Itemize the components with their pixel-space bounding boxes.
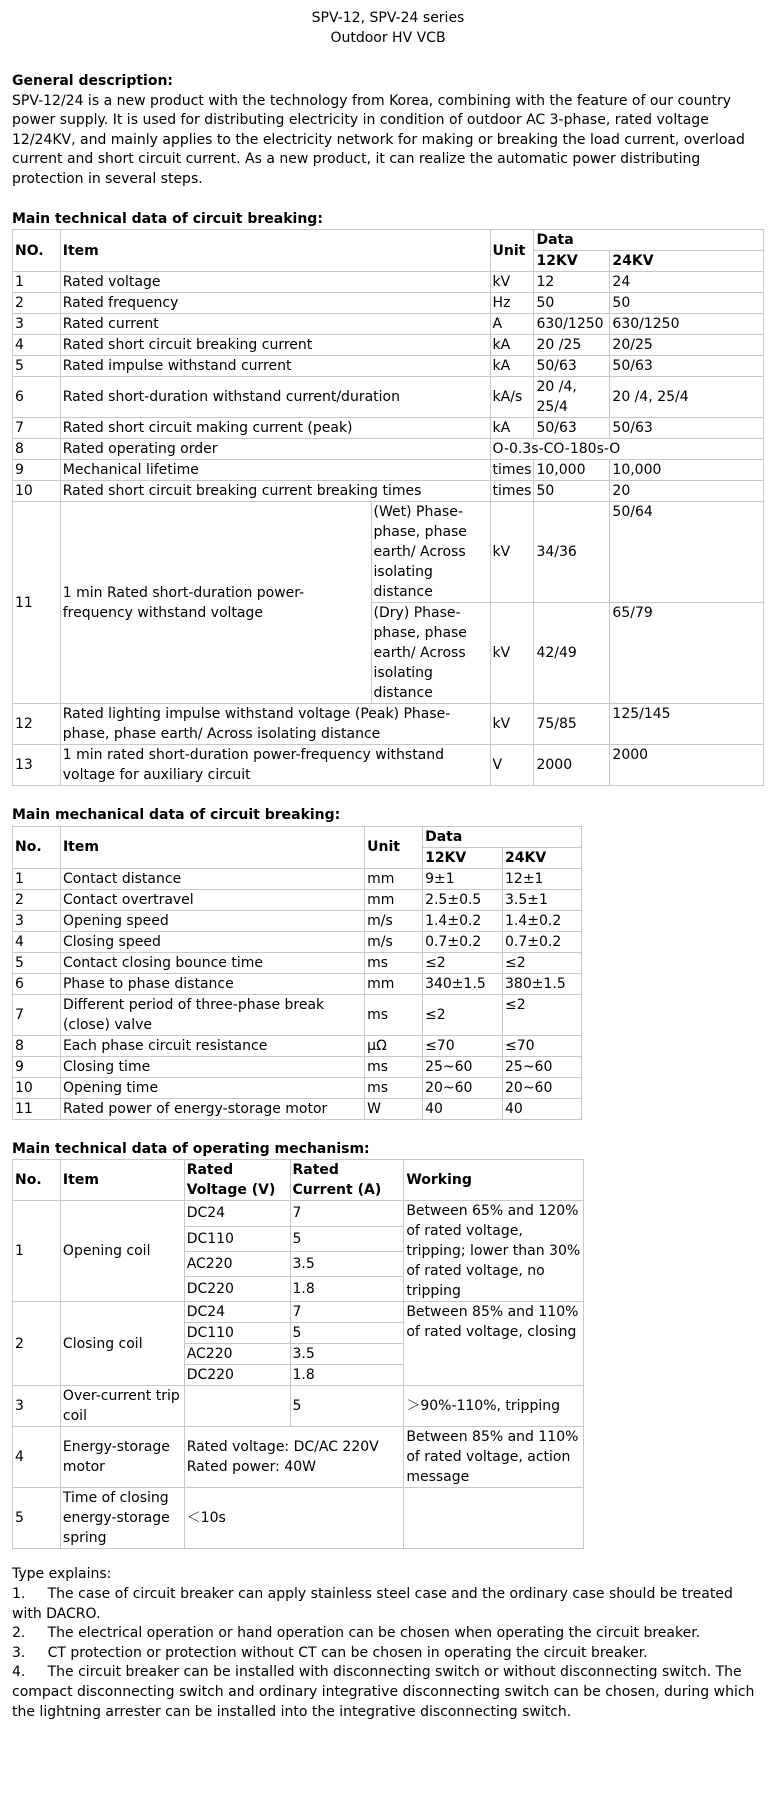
table-row — [13, 502, 764, 603]
cell-voltage — [184, 1386, 290, 1427]
cell-current: 5 — [290, 1386, 404, 1427]
cell-item: Contact overtravel — [60, 889, 364, 910]
cell-unit: kV — [490, 603, 534, 704]
cell-item: Rated current — [60, 314, 490, 335]
cell-12kv: 50/63 — [534, 356, 610, 377]
cell-item: Rated short circuit breaking current — [60, 335, 490, 356]
cell-no: 10 — [13, 1077, 61, 1098]
cell-unit: Hz — [490, 293, 534, 314]
cell-24kv: 0.7±0.2 — [503, 931, 582, 952]
cell-12kv: 20~60 — [423, 1077, 503, 1098]
note-item — [12, 1644, 764, 1664]
cell-item: Mechanical lifetime — [60, 460, 490, 481]
cell-12kv: 12 — [534, 272, 610, 293]
mechanical-data-table — [12, 826, 582, 1120]
operating-mechanism-table — [12, 1159, 584, 1549]
cell-unit: kA — [490, 356, 534, 377]
header-no: NO. — [13, 230, 61, 272]
table-row — [13, 973, 582, 994]
cell-no: 8 — [13, 1035, 61, 1056]
cell-item: Rated voltage — [60, 272, 490, 293]
cell-12kv: 2.5±0.5 — [423, 889, 503, 910]
table-row — [13, 994, 582, 1035]
cell-12kv: 50 — [534, 293, 610, 314]
table-row — [13, 868, 582, 889]
table-row — [13, 439, 764, 460]
note-number: 3. — [12, 1644, 26, 1661]
cell-no: 1 — [13, 1201, 61, 1302]
table-row — [13, 481, 764, 502]
cell-item: Opening time — [60, 1077, 364, 1098]
cell-24kv: 1.4±0.2 — [503, 910, 582, 931]
cell-voltage: DC220 — [184, 1277, 290, 1302]
cell-12kv: 40 — [423, 1098, 503, 1119]
header-no: No. — [13, 826, 61, 868]
cell-voltage: DC110 — [184, 1226, 290, 1251]
cell-24kv: 630/1250 — [610, 314, 764, 335]
document-title — [12, 8, 764, 48]
cell-unit: W — [365, 1098, 423, 1119]
cell-voltage: DC24 — [184, 1201, 290, 1226]
cell-unit: kV — [490, 502, 534, 603]
cell-12kv: 10,000 — [534, 460, 610, 481]
header-no: No. — [13, 1160, 61, 1201]
cell-working: Between 85% and 110% of rated voltage, closing — [404, 1302, 584, 1386]
cell-current: 7 — [290, 1302, 404, 1323]
table-row — [13, 377, 764, 418]
cell-voltage: DC24 — [184, 1302, 290, 1323]
cell-unit: times — [490, 481, 534, 502]
cell-voltage: AC220 — [184, 1344, 290, 1365]
table-row — [13, 335, 764, 356]
cell-unit: m/s — [365, 910, 423, 931]
cell-12kv: 50/63 — [534, 418, 610, 439]
table-row — [13, 931, 582, 952]
cell-12kv: 2000 — [534, 745, 610, 786]
cell-no: 7 — [13, 994, 61, 1035]
cell-12kv: ≤2 — [423, 952, 503, 973]
cell-no: 5 — [13, 1488, 61, 1549]
cell-24kv: 50 — [610, 293, 764, 314]
header-24kv: 24KV — [503, 847, 582, 868]
cell-voltage: AC220 — [184, 1251, 290, 1276]
cell-no: 13 — [13, 745, 61, 786]
cell-12kv: ≤2 — [423, 994, 503, 1035]
cell-item: Rated short circuit making current (peak) — [60, 418, 490, 439]
cell-no: 4 — [13, 931, 61, 952]
cell-24kv: 3.5±1 — [503, 889, 582, 910]
table-row — [13, 356, 764, 377]
header-rated-voltage: Rated Voltage (V) — [184, 1160, 290, 1201]
cell-item: Rated power of energy-storage motor — [60, 1098, 364, 1119]
table-row — [13, 460, 764, 481]
header-24kv: 24KV — [610, 251, 764, 272]
cell-item: Opening coil — [60, 1201, 184, 1302]
cell-24kv: 25~60 — [503, 1056, 582, 1077]
cell-no: 5 — [13, 356, 61, 377]
cell-12kv: 34/36 — [534, 502, 610, 603]
cell-unit: kA — [490, 418, 534, 439]
type-explains — [12, 1565, 764, 1722]
cell-24kv: ≤70 — [503, 1035, 582, 1056]
cell-24kv: 20 — [610, 481, 764, 502]
table-row — [13, 952, 582, 973]
cell-spring-time: ＜10s — [184, 1488, 404, 1549]
cell-unit: A — [490, 314, 534, 335]
cell-24kv: 12±1 — [503, 868, 582, 889]
cell-unit: μΩ — [365, 1035, 423, 1056]
header-data: Data — [534, 230, 764, 251]
cell-item: Contact distance — [60, 868, 364, 889]
table-row — [13, 1201, 584, 1226]
table2-heading: Main mechanical data of circuit breaking: — [12, 807, 341, 824]
cell-item: Rated frequency — [60, 293, 490, 314]
cell-unit: kA/s — [490, 377, 534, 418]
cell-item: Time of closing energy-storage spring — [60, 1488, 184, 1549]
cell-item: Contact closing bounce time — [60, 952, 364, 973]
header-item: Item — [60, 230, 490, 272]
cell-12kv: 340±1.5 — [423, 973, 503, 994]
cell-wet-label: (Wet) Phase-phase, phase earth/ Across isolating distance — [371, 502, 490, 603]
cell-no: 4 — [13, 335, 61, 356]
cell-working: Between 85% and 110% of rated voltage, action message — [404, 1427, 584, 1488]
note-number: 4. — [12, 1664, 26, 1681]
header-working: Working — [404, 1160, 584, 1201]
cell-unit: mm — [365, 973, 423, 994]
motor-rated-voltage: Rated voltage: DC/AC 220V — [186, 1439, 379, 1456]
cell-24kv: 20 /4, 25/4 — [610, 377, 764, 418]
cell-unit: ms — [365, 1077, 423, 1098]
general-description: SPV-12/24 is a new product with the technology from Korea, combining with the feature of our country power supply. It is used for distributing electricity in condition of outdoor AC 3-phase, rated voltage 12/24KV, and mainly applies to the electricity network for making or breaking the load current, overload current and short circuit current. As a new product, it can realize the automatic power distributing protection in several steps. — [12, 92, 745, 187]
cell-item: Rated operating order — [60, 439, 490, 460]
cell-unit: kV — [490, 704, 534, 745]
cell-24kv: 50/63 — [610, 418, 764, 439]
cell-dry-label: (Dry) Phase-phase, phase earth/ Across isolating distance — [371, 603, 490, 704]
cell-12kv: 42/49 — [534, 603, 610, 704]
cell-24kv: ≤2 — [503, 994, 582, 1035]
table1-heading: Main technical data of circuit breaking: — [12, 210, 323, 227]
cell-motor-spec — [184, 1427, 404, 1488]
header-rated-current: Rated Current (A) — [290, 1160, 404, 1201]
cell-no: 10 — [13, 481, 61, 502]
table-row — [13, 1302, 584, 1323]
cell-unit: m/s — [365, 931, 423, 952]
cell-item: 1 min Rated short-duration power-frequency withstand voltage — [60, 502, 371, 704]
cell-merged-value: O-0.3s-CO-180s-O — [490, 439, 763, 460]
cell-24kv: 10,000 — [610, 460, 764, 481]
table-row — [13, 889, 582, 910]
cell-item: Different period of three-phase break (close) valve — [60, 994, 364, 1035]
header-item: Item — [60, 826, 364, 868]
general-heading: General description: — [12, 73, 174, 89]
cell-no: 8 — [13, 439, 61, 460]
cell-working: ＞90%-110%, tripping — [404, 1386, 584, 1427]
cell-current: 5 — [290, 1226, 404, 1251]
header-data: Data — [423, 826, 582, 847]
cell-no: 3 — [13, 314, 61, 335]
cell-unit: ms — [365, 1056, 423, 1077]
cell-voltage: DC110 — [184, 1323, 290, 1344]
cell-12kv: 0.7±0.2 — [423, 931, 503, 952]
document — [12, 8, 764, 1722]
note-item — [12, 1624, 764, 1644]
cell-no: 3 — [13, 1386, 61, 1427]
table-row — [13, 1035, 582, 1056]
cell-item: Rated impulse withstand current — [60, 356, 490, 377]
cell-12kv: 1.4±0.2 — [423, 910, 503, 931]
cell-24kv: ≤2 — [503, 952, 582, 973]
cell-no: 1 — [13, 868, 61, 889]
cell-unit: mm — [365, 889, 423, 910]
cell-voltage: DC220 — [184, 1365, 290, 1386]
cell-12kv: 75/85 — [534, 704, 610, 745]
header-12kv: 12KV — [423, 847, 503, 868]
cell-no: 2 — [13, 889, 61, 910]
table3-heading: Main technical data of operating mechanism: — [12, 1140, 370, 1157]
table-row — [13, 272, 764, 293]
cell-24kv: 24 — [610, 272, 764, 293]
motor-rated-power: Rated power: 40W — [186, 1459, 316, 1476]
cell-current: 3.5 — [290, 1251, 404, 1276]
cell-12kv: 20 /25 — [534, 335, 610, 356]
cell-no: 12 — [13, 704, 61, 745]
cell-item: Over-current trip coil — [60, 1386, 184, 1427]
note-item — [12, 1585, 764, 1624]
table-header-row — [13, 1160, 584, 1201]
cell-unit: ms — [365, 952, 423, 973]
cell-no: 6 — [13, 377, 61, 418]
cell-unit: V — [490, 745, 534, 786]
notes-title: Type explains: — [12, 1566, 112, 1583]
cell-24kv: 50/64 — [610, 502, 764, 603]
cell-no: 2 — [13, 293, 61, 314]
table-row — [13, 418, 764, 439]
cell-item: Opening speed — [60, 910, 364, 931]
cell-unit: kV — [490, 272, 534, 293]
cell-item: 1 min rated short-duration power-frequency withstand voltage for auxiliary circuit — [60, 745, 490, 786]
header-unit: Unit — [365, 826, 423, 868]
note-text: The circuit breaker can be installed with disconnecting switch or without disconnecting switch. The compact disconnecting switch and ordinary integrative disconnecting switch can be chosen, during which the lightning arrester can be installed into the integrative disconnecting switch. — [12, 1664, 755, 1720]
note-item — [12, 1663, 764, 1722]
header-item: Item — [60, 1160, 184, 1201]
cell-24kv: 2000 — [610, 745, 764, 786]
cell-no: 4 — [13, 1427, 61, 1488]
cell-no: 7 — [13, 418, 61, 439]
table-row — [13, 293, 764, 314]
cell-no: 11 — [13, 1098, 61, 1119]
table-row — [13, 314, 764, 335]
cell-12kv: 20 /4, 25/4 — [534, 377, 610, 418]
cell-no: 11 — [13, 502, 61, 704]
cell-item: Energy-storage motor — [60, 1427, 184, 1488]
table-row — [13, 1098, 582, 1119]
table-header-row — [13, 826, 582, 847]
cell-unit: ms — [365, 994, 423, 1035]
cell-24kv: 50/63 — [610, 356, 764, 377]
circuit-breaking-table — [12, 229, 764, 786]
cell-item: Rated short circuit breaking current breaking times — [60, 481, 490, 502]
cell-12kv: 630/1250 — [534, 314, 610, 335]
table-row — [13, 745, 764, 786]
cell-working — [404, 1488, 584, 1549]
cell-no: 6 — [13, 973, 61, 994]
cell-unit: mm — [365, 868, 423, 889]
cell-no: 3 — [13, 910, 61, 931]
cell-working: Between 65% and 120% of rated voltage, tripping; lower than 30% of rated voltage, no tripping — [404, 1201, 584, 1302]
table-row — [13, 1056, 582, 1077]
cell-item: Phase to phase distance — [60, 973, 364, 994]
cell-24kv: 20/25 — [610, 335, 764, 356]
cell-unit: kA — [490, 335, 534, 356]
cell-current: 1.8 — [290, 1365, 404, 1386]
table-row — [13, 1386, 584, 1427]
cell-item: Rated short-duration withstand current/duration — [60, 377, 490, 418]
cell-24kv: 125/145 — [610, 704, 764, 745]
note-text: CT protection or protection without CT can be chosen in operating the circuit breaker. — [47, 1644, 648, 1661]
cell-no: 5 — [13, 952, 61, 973]
cell-24kv: 20~60 — [503, 1077, 582, 1098]
note-text: The case of circuit breaker can apply stainless steel case and the ordinary case should be treated with DACRO. — [12, 1585, 733, 1622]
note-number: 1. — [12, 1585, 26, 1602]
header-12kv: 12KV — [534, 251, 610, 272]
cell-no: 9 — [13, 460, 61, 481]
cell-current: 3.5 — [290, 1344, 404, 1365]
cell-24kv: 40 — [503, 1098, 582, 1119]
header-unit: Unit — [490, 230, 534, 272]
table-row — [13, 910, 582, 931]
table-row — [13, 1077, 582, 1098]
title-line-2: Outdoor HV VCB — [330, 30, 446, 46]
cell-unit: times — [490, 460, 534, 481]
note-text: The electrical operation or hand operation can be chosen when operating the circuit breaker. — [47, 1625, 701, 1642]
table-row — [13, 704, 764, 745]
cell-12kv: 9±1 — [423, 868, 503, 889]
cell-12kv: 50 — [534, 481, 610, 502]
cell-item: Each phase circuit resistance — [60, 1035, 364, 1056]
table-row — [13, 1488, 584, 1549]
cell-current: 7 — [290, 1201, 404, 1226]
cell-no: 2 — [13, 1302, 61, 1386]
cell-item: Closing time — [60, 1056, 364, 1077]
cell-item: Rated lighting impulse withstand voltage (Peak) Phase-phase, phase earth/ Across isolating distance — [60, 704, 490, 745]
cell-item: Closing speed — [60, 931, 364, 952]
title-line-1: SPV-12, SPV-24 series — [311, 10, 465, 26]
cell-12kv: 25~60 — [423, 1056, 503, 1077]
cell-item: Closing coil — [60, 1302, 184, 1386]
table-header-row — [13, 230, 764, 251]
cell-current: 5 — [290, 1323, 404, 1344]
cell-12kv: ≤70 — [423, 1035, 503, 1056]
cell-current: 1.8 — [290, 1277, 404, 1302]
table-row — [13, 1427, 584, 1488]
cell-24kv: 65/79 — [610, 603, 764, 704]
note-number: 2. — [12, 1625, 26, 1642]
cell-no: 1 — [13, 272, 61, 293]
cell-no: 9 — [13, 1056, 61, 1077]
cell-24kv: 380±1.5 — [503, 973, 582, 994]
